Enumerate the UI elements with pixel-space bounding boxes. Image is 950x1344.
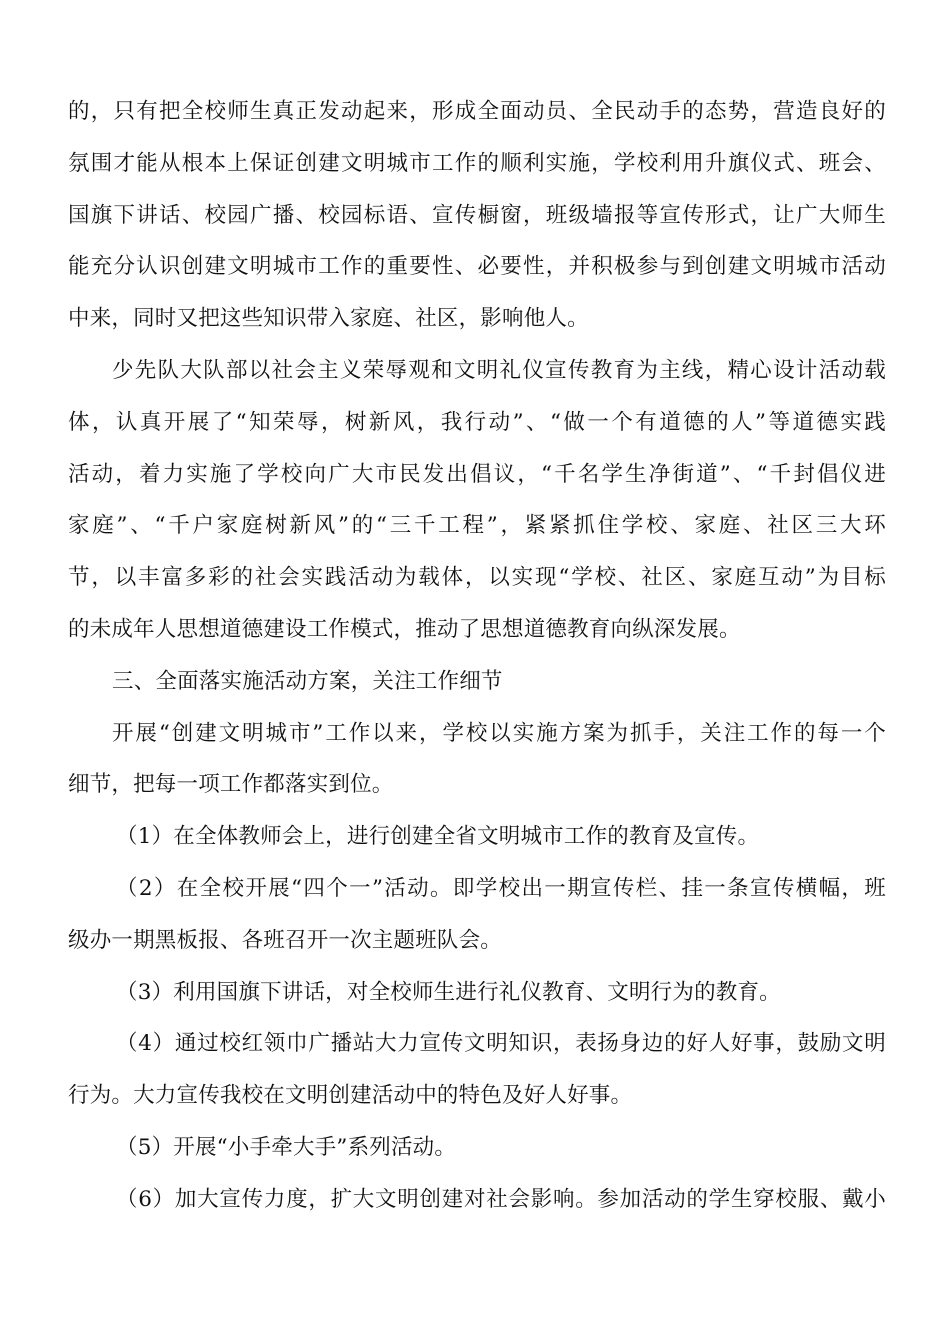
text-line: 三、全面落实施活动方案，关注工作细节 xyxy=(112,668,503,694)
list-item xyxy=(68,1018,886,1122)
text-line: 体，认真开展了“知荣辱，树新风，我行动”、“做一个有道德的人”等道德实践 xyxy=(68,409,886,435)
text-line: （5）开展“小手牵大手”系列活动。 xyxy=(116,1134,457,1160)
text-line: 中来，同时又把这些知识带入家庭、社区，影响他人。 xyxy=(68,306,589,332)
section-heading xyxy=(68,656,886,708)
text-line: 节，以丰富多彩的社会实践活动为载体，以实现“学校、社区、家庭互动”为目标 xyxy=(68,565,886,591)
text-line: 能充分认识创建文明城市工作的重要性、必要性，并积极参与到创建文明城市活动 xyxy=(68,254,886,280)
document-body xyxy=(68,86,886,1226)
text-line: 的，只有把全校师生真正发动起来，形成全面动员、全民动手的态势，营造良好的 xyxy=(68,99,886,124)
list-item xyxy=(68,1122,886,1174)
list-item xyxy=(68,1174,886,1226)
text-line: 活动，着力实施了学校向广大市民发出倡议，“千名学生净街道”、“千封倡仪进 xyxy=(68,461,886,487)
text-line: 级办一期黑板报、各班召开一次主题班队会。 xyxy=(68,927,503,953)
text-line: 氛围才能从根本上保证创建文明城市工作的顺利实施，学校利用升旗仪式、班会、 xyxy=(68,150,886,176)
text-line: （1）在全体教师会上，进行创建全省文明城市工作的教育及宣传。 xyxy=(116,824,760,850)
text-line: 少先队大队部以社会主义荣辱观和文明礼仪宣传教育为主线，精心设计活动载 xyxy=(112,357,886,383)
paragraph xyxy=(68,86,886,345)
list-item xyxy=(68,967,886,1019)
text-line: 行为。大力宣传我校在文明创建活动中的特色及好人好事。 xyxy=(68,1083,633,1109)
list-item xyxy=(68,811,886,863)
list-item xyxy=(68,863,886,967)
text-line: （4）通过校红领巾广播站大力宣传文明知识，表扬身边的好人好事，鼓励文明 xyxy=(116,1031,886,1057)
text-line: （6）加大宣传力度，扩大文明创建对社会影响。参加活动的学生穿校服、戴小 xyxy=(116,1186,886,1212)
text-line: 细节，把每一项工作都落实到位。 xyxy=(68,772,394,798)
text-line: 的未成年人思想道德建设工作模式，推动了思想道德教育向纵深发展。 xyxy=(68,616,741,642)
text-line: （3）利用国旗下讲话，对全校师生进行礼仪教育、文明行为的教育。 xyxy=(116,979,781,1005)
text-line: 家庭”、“千户家庭树新风”的“三千工程”，紧紧抓住学校、家庭、社区三大环 xyxy=(68,513,886,539)
text-line: （2）在全校开展“四个一”活动。即学校出一期宣传栏、挂一条宣传横幅，班 xyxy=(116,875,886,901)
text-line: 开展“创建文明城市”工作以来，学校以实施方案为抓手，关注工作的每一个 xyxy=(112,720,886,746)
text-line: 国旗下讲话、校园广播、校园标语、宣传橱窗，班级墙报等宣传形式，让广大师生 xyxy=(68,202,886,228)
paragraph xyxy=(68,708,886,812)
paragraph xyxy=(68,345,886,656)
